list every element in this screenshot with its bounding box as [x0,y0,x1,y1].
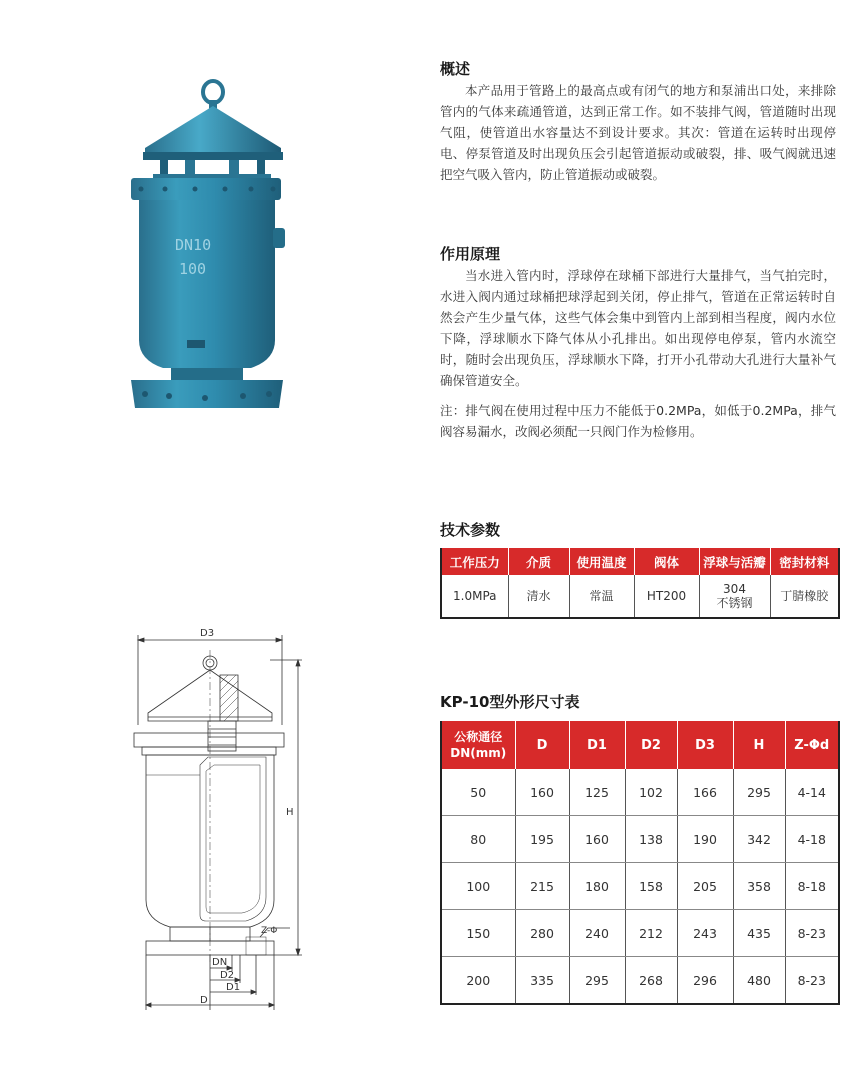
label-h: H [286,807,294,818]
cell: 160 [569,816,625,863]
table-row [441,769,839,816]
cell: 268 [625,957,677,1005]
dims-header-row [441,721,839,769]
cell: 80 [441,816,515,863]
cell: 240 [569,910,625,957]
cell: 296 [677,957,733,1005]
cell: 200 [441,957,515,1005]
technical-drawing [120,625,320,1020]
cell: 342 [733,816,785,863]
dimensions-table [440,721,840,1005]
overview-title: 概述 [440,60,471,78]
dims-header-d1: D1 [569,721,625,769]
cell: 102 [625,769,677,816]
cell: 125 [569,769,625,816]
dims-header-dn [441,721,515,769]
dims-header-z: Z-Φd [785,721,839,769]
tech-value-pressure: 1.0MPa [441,575,508,618]
product-photo [105,78,305,428]
dims-header-dn-line2: DN(mm) [450,746,507,760]
cell: 8-18 [785,863,839,910]
dims-header-h: H [733,721,785,769]
cell: 160 [515,769,569,816]
label-dn: DN [212,957,228,968]
tech-value-float-grade: 304 [723,582,746,596]
dims-header-d3: D3 [677,721,733,769]
tech-header-seal: 密封材料 [770,548,839,575]
table-row [441,863,839,910]
tech-header-medium: 介质 [508,548,569,575]
tech-header-temperature: 使用温度 [569,548,634,575]
cell: 4-18 [785,816,839,863]
table-row [441,910,839,957]
cell: 166 [677,769,733,816]
cell: 8-23 [785,957,839,1005]
tech-value-float [699,575,770,618]
cell: 190 [677,816,733,863]
tech-value-medium: 清水 [508,575,569,618]
cell: 138 [625,816,677,863]
cell: 205 [677,863,733,910]
tech-header-body: 阀体 [634,548,699,575]
dims-header-d2: D2 [625,721,677,769]
cell: 8-23 [785,910,839,957]
cell: 50 [441,769,515,816]
cell: 212 [625,910,677,957]
principle-title: 作用原理 [440,245,501,263]
table-row [441,957,839,1005]
cell: 335 [515,957,569,1005]
cell: 295 [569,957,625,1005]
tech-title: 技术参数 [440,521,501,539]
dims-header-dn-line1: 公称通径 [454,730,503,744]
label-z-phi: Z-Φ [261,926,278,936]
label-d1: D1 [226,982,241,993]
tech-header-float: 浮球与活瓣 [699,548,770,575]
tech-value-seal: 丁腈橡胶 [770,575,839,618]
tech-header-pressure: 工作压力 [441,548,508,575]
cell: 158 [625,863,677,910]
dims-header-d: D [515,721,569,769]
tech-header-row [441,548,839,575]
label-d2: D2 [220,970,235,981]
tech-value-temperature: 常温 [569,575,634,618]
table-row [441,816,839,863]
cell: 215 [515,863,569,910]
principle-text: 当水进入管内时，浮球停在球桶下部进行大量排气，当气拍完时，水进入阀内通过球桶把球浮起到关闭，停止排气，管道在正常运转时自然会产生少量气体，这些气体会集中到管内上部到相当程度，阀内水位下降，浮球顺水下降气体从小孔排出。如出现停电停泵，管内水流空时，随时会出现负压，浮球顺水下降，打开小孔带动大孔进行大量补气确保管道安全。 [440,268,836,388]
tech-value-float-material: 不锈钢 [716,596,753,610]
cell: 195 [515,816,569,863]
tech-value-row [441,575,839,618]
tech-params-table [440,548,840,619]
cell: 150 [441,910,515,957]
cell: 280 [515,910,569,957]
cell: 243 [677,910,733,957]
label-d: D [200,995,208,1006]
label-d3: D3 [200,628,215,639]
cell: 480 [733,957,785,1005]
principle-note: 注：排气阀在使用过程中压力不能低于0.2MPa，如低于0.2MPa，排气阀容易漏水，改阀必须配一只阀门作为检修用。 [440,403,836,439]
cell: 180 [569,863,625,910]
casting-mark-size: 100 [179,260,207,278]
cell: 4-14 [785,769,839,816]
dims-title: KP-10型外形尺寸表 [440,693,580,711]
tech-value-body: HT200 [634,575,699,618]
cell: 295 [733,769,785,816]
overview-text: 本产品用于管路上的最高点或有闭气的地方和泵浦出口处，来排除管内的气体来疏通管道，达到正常工作。如不装排气阀，管道随时出现气阻，使管道出水容量达不到设计要求。其次：管道在运转时出现停电、停泵管道及时出现负压会引起管道振动或破裂，排、吸气阀就迅速把空气吸入管内，防止管道振动或破裂。 [440,83,836,182]
cell: 100 [441,863,515,910]
cell: 358 [733,863,785,910]
casting-mark-dn: DN10 [175,236,212,254]
cell: 435 [733,910,785,957]
